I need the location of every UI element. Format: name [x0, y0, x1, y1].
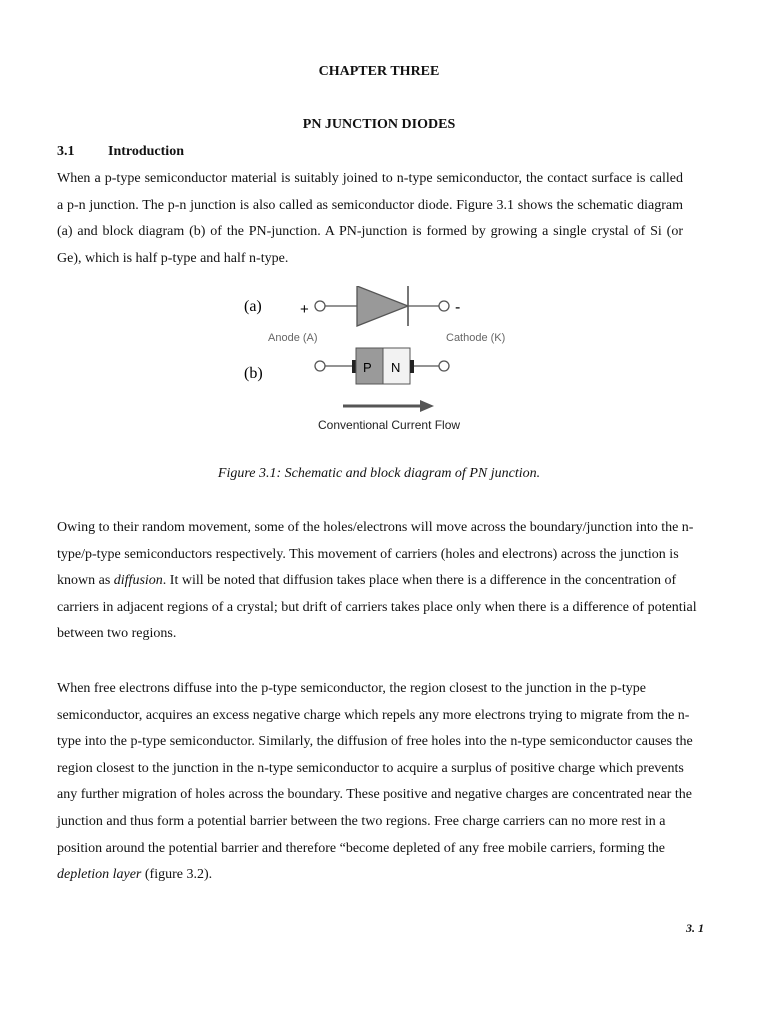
block-right-terminal [439, 361, 449, 371]
paragraph-diffusion-text-1: Owing to their random movement, some of the holes/electrons will move across the boundary/junction into the n-type/p-type semiconductors respectively. This movement of carriers (holes and electrons) across the junction is known as [57, 520, 694, 589]
term-diffusion: diffusion [113, 573, 163, 589]
n-label: N [391, 360, 401, 375]
anode-label: Anode (A) [268, 332, 318, 344]
paragraph-depletion [57, 676, 707, 889]
section-heading [57, 144, 184, 160]
p-label: P [363, 360, 372, 375]
diode-triangle-icon [357, 286, 408, 326]
paragraph-intro: When a p-type semiconductor material is suitably joined to n-type semiconductor, the contact surface is called a p-n junction. The p-n junction is also called as semiconductor diode. Figure 3.1 shows the schematic diagram (a) and block diagram (b) of the PN-junction. A PN-junction is formed by growing a single crystal of Si (or Ge), which is half p-type and half n-type. [57, 171, 683, 266]
paragraph-depletion-text-1: When free electrons diffuse into the p-type semiconductor, the region closest to the junction in the p-type semiconductor, acquires an excess negative charge which repels any more electrons trying to migrate from the n-type into the p-type semiconductor. Similarly, the diffusion of free holes into the n-type semiconductor causes the region closest to the junction in the n-type semiconductor to acquire a surplus of positive charge which prevents any further migration of holes across the boundary. These positive and negative charges are concentrated near the junction and thus form a potential barrier between the two regions. Free charge carriers can no more rest in a position around the potential barrier and therefore “become depleted of any free mobile carriers, forming the [57, 681, 693, 856]
cathode-label: Cathode (K) [446, 332, 506, 344]
page-number: 3. 1 [686, 921, 704, 935]
block-left-terminal [315, 361, 325, 371]
anode-terminal [315, 301, 325, 311]
figure-label-a: (a) [244, 298, 262, 315]
cathode-terminal [439, 301, 449, 311]
paragraph-depletion-text-2: (figure 3.2). [141, 867, 213, 883]
term-depletion-layer: depletion layer [57, 867, 142, 883]
pn-junction-figure [0, 286, 768, 436]
section-title: Introduction [108, 144, 184, 159]
plus-sign: + [300, 301, 309, 318]
page-title: PN JUNCTION DIODES [302, 117, 456, 132]
minus-sign: - [455, 299, 461, 316]
figure-label-b: (b) [244, 365, 263, 382]
right-contact [410, 360, 414, 373]
chapter-heading: CHAPTER THREE [318, 64, 440, 79]
current-flow-label: Conventional Current Flow [318, 418, 461, 432]
left-contact [352, 360, 356, 373]
current-arrow-icon [420, 400, 434, 412]
figure-caption: Figure 3.1: Schematic and block diagram of PN junction. [217, 466, 541, 481]
paragraph-diffusion [57, 515, 707, 648]
paragraph-diffusion-text-2: . It will be noted that diffusion takes place when there is a difference in the concentration of carriers in adjacent regions of a crystal; but drift of carriers takes place only when there is a difference of potential between two regions. [57, 573, 697, 642]
section-number: 3.1 [57, 144, 75, 159]
